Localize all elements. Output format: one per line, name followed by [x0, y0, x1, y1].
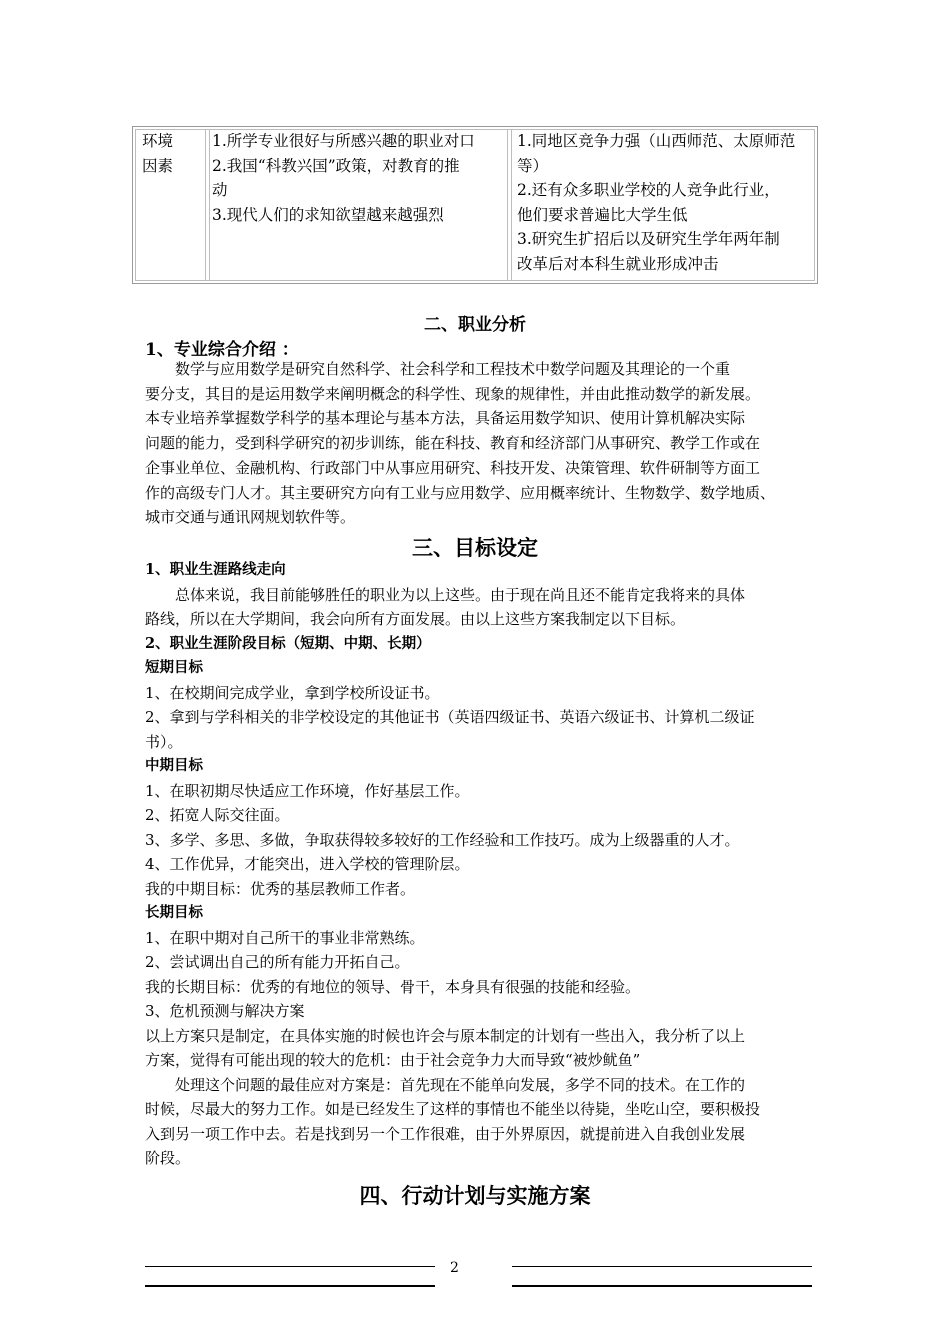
- goal-setting-content: [145, 558, 815, 1171]
- section-heading-career-analysis: 二、职业分析: [424, 315, 526, 335]
- subheading-stage-goals: 2、职业生涯阶段目标（短期、中期、长期）: [145, 634, 431, 652]
- table-divider: [507, 130, 508, 280]
- subheading-career-route: 1、职业生涯路线走向: [145, 561, 286, 578]
- table-cell-text: 1.所学专业很好与所感兴趣的职业对口: [212, 132, 475, 150]
- paragraph-line: 作的高级专门人才。其主要研究方向有工业与应用数学、应用概率统计、生物数学、数学地质、: [145, 483, 776, 502]
- table-cell-text: 2.我国“科教兴国”政策，对教育的推: [212, 156, 460, 175]
- table-cell-text: 3.现代人们的求知欲望越来越强烈: [212, 205, 444, 224]
- section-heading-action-plan: 四、行动计划与实施方案: [359, 1183, 591, 1208]
- paragraph-line: 方案，觉得有可能出现的较大的危机：由于社会竞争力大而导致“被炒鱿鱼”: [145, 1051, 641, 1069]
- list-item: 我的中期目标：优秀的基层教师工作者。: [145, 879, 416, 898]
- section-heading-goal-setting: 三、目标设定: [412, 535, 538, 560]
- list-item: 书）。: [145, 732, 183, 751]
- paragraph-line: 以上方案只是制定，在具体实施的时候也许会与原本制定的计划有一些出入，我分析了以上: [145, 1026, 746, 1045]
- subheading-major-intro: 1、专业综合介绍 ：: [145, 340, 299, 360]
- paragraph-line: 阶段。: [145, 1149, 191, 1167]
- page-number: 2: [450, 1260, 459, 1276]
- table-row-label: [142, 129, 202, 281]
- table-cell-text: 动: [212, 181, 228, 199]
- paragraph-line: 时候，尽最大的努力工作。如是已经发生了这样的事情也不能坐以待毙，坐吃山空，要积极投: [145, 1100, 761, 1118]
- table-opportunities-cell: [212, 129, 504, 281]
- footer-rule: [512, 1266, 812, 1267]
- footer-rule: [145, 1285, 435, 1287]
- table-cell-text: 2.还有众多职业学校的人竞争此行业，: [517, 181, 780, 199]
- table-cell-text: 1.同地区竞争力强（山西师范、太原师范: [517, 132, 796, 150]
- table-divider: [205, 130, 206, 280]
- subheading-long-term: 长期目标: [145, 904, 203, 921]
- list-item: 3、危机预测与解决方案: [145, 1002, 305, 1020]
- paragraph-line: 本专业培养掌握数学科学的基本理论与基本方法，具备运用数学知识、使用计算机解决实际: [145, 409, 746, 428]
- paragraph-line: 总体来说，我目前能够胜任的职业为以上这些。由于现在尚且还不能肯定我将来的具体: [175, 585, 746, 604]
- list-item: 2、尝试调出自己的所有能力开拓自己。: [145, 953, 410, 971]
- table-cell-text: 环境: [142, 132, 174, 150]
- table-cell-text: 因素: [142, 156, 174, 175]
- table-cell-text: 改革后对本科生就业形成冲击: [517, 254, 719, 273]
- list-item: 1、在校期间完成学业，拿到学校所设证书。: [145, 683, 440, 702]
- paragraph-line: 企事业单位、金融机构、行政部门中从事应用研究、科技开发、决策管理、软件研制等方面工: [145, 458, 761, 477]
- table-cell-text: 他们要求普遍比大学生低: [517, 205, 688, 224]
- footer-rule: [512, 1285, 812, 1287]
- paragraph-line: 问题的能力，受到科学研究的初步训练，能在科技、教育和经济部门从事研究、教学工作或在: [145, 434, 761, 453]
- list-item: 1、在职中期对自己所干的事业非常熟练。: [145, 928, 425, 947]
- table-divider: [511, 130, 512, 280]
- subheading-short-term: 短期目标: [145, 659, 203, 676]
- paragraph-line: 处理这个问题的最佳应对方案是：首先现在不能单向发展，多学不同的技术。在工作的: [175, 1075, 746, 1094]
- table-cell-text: 等）: [517, 156, 549, 175]
- list-item: 1、在职初期尽快适应工作环境，作好基层工作。: [145, 781, 470, 800]
- paragraph-line: 入到另一项工作中去。若是找到另一个工作很难，由于外界原因，就提前进入自我创业发展: [145, 1124, 746, 1143]
- list-item: 2、拿到与学科相关的非学校设定的其他证书（英语四级证书、英语六级证书、计算机二级证: [145, 708, 755, 726]
- paragraph-line: 要分支，其目的是运用数学来阐明概念的科学性、现象的规律性，并由此推动数学的新发展。: [145, 384, 761, 403]
- list-item: 4、工作优异，才能突出，进入学校的管理阶层。: [145, 855, 470, 873]
- paragraph-line: 路线，所以在大学期间，我会向所有方面发展。由以上这些方案我制定以下目标。: [145, 610, 686, 628]
- subheading-mid-term: 中期目标: [145, 757, 203, 774]
- major-intro-paragraph: [145, 357, 815, 530]
- paragraph-line: 城市交通与通讯网规划软件等。: [145, 508, 356, 527]
- list-item: 3、多学、多思、多做，争取获得较多较好的工作经验和工作技巧。成为上级器重的人才。: [145, 830, 740, 849]
- environment-factors-table: [132, 126, 818, 284]
- table-divider: [209, 130, 210, 280]
- list-item: 2、拓宽人际交往面。: [145, 806, 290, 824]
- table-cell-text: 3.研究生扩招后以及研究生学年两年制: [517, 230, 780, 248]
- footer-rule: [145, 1266, 435, 1267]
- list-item: 我的长期目标：优秀的有地位的领导、骨干，本身具有很强的技能和经验。: [145, 977, 641, 996]
- paragraph-line: 数学与应用数学是研究自然科学、社会科学和工程技术中数学问题及其理论的一个重: [175, 360, 731, 378]
- table-threats-cell: [517, 129, 815, 281]
